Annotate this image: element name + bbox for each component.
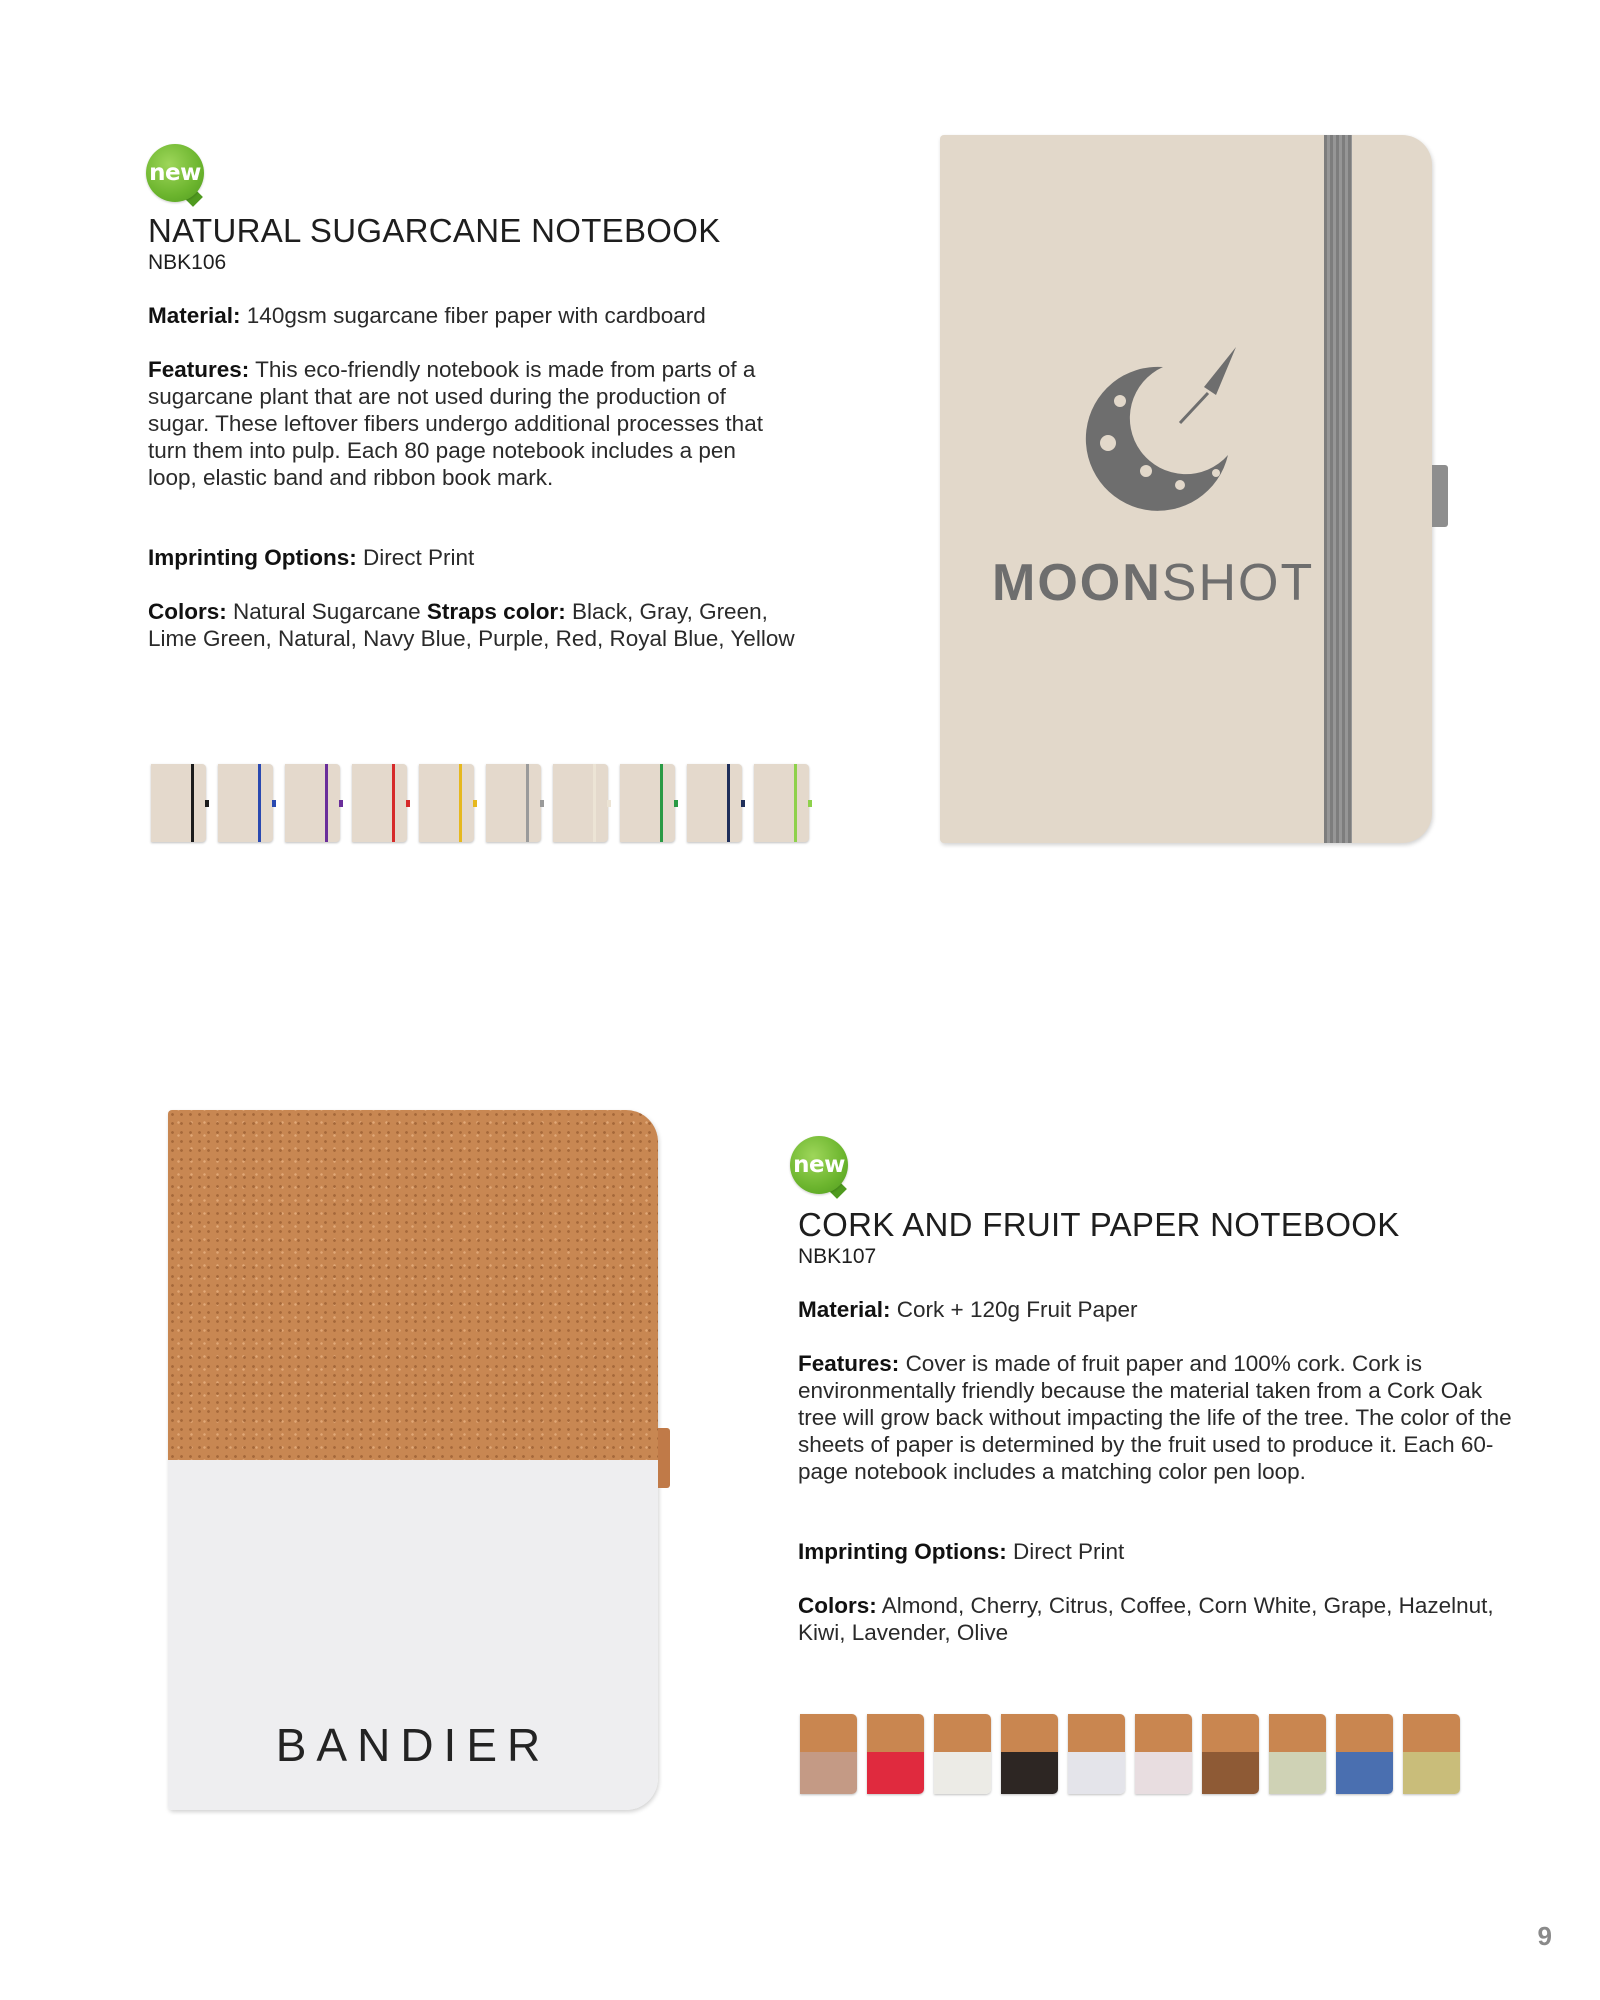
features-label: Features: (148, 357, 250, 382)
new-badge: new (790, 1136, 848, 1194)
page-number: 9 (1537, 1921, 1552, 1951)
colors-spec (798, 1592, 1498, 1646)
cork-cover-top (168, 1110, 658, 1460)
swatch-notebook (1403, 1714, 1460, 1794)
straps-value: Black, Gray, Green, Lime Green, Natural, Navy Blue, Purple, Red, Royal Blue, Yellow (148, 599, 795, 651)
swatch-notebook (419, 764, 474, 842)
moonshot-logo-text: MOONSHOT (992, 554, 1315, 612)
rocket-moon-logo-icon (1068, 345, 1248, 515)
swatch-notebook (486, 764, 541, 842)
product-title: CORK AND FRUIT PAPER NOTEBOOK (798, 1206, 1400, 1243)
swatch-notebook (285, 764, 340, 842)
swatch-notebook (553, 764, 608, 842)
new-badge: new (146, 144, 204, 202)
colors-value: Natural Sugarcane (233, 599, 421, 624)
features-value: Cover is made of fruit paper and 100% cork. Cork is environmentally friendly because the material taken from a Cork Oak tree will grow back without impacting the life of the tree. The color of the sheets of paper is determined by the fruit used to produce it. Each 60-page notebook includes a matching color pen loop. (798, 1351, 1512, 1484)
pen-loop (1432, 465, 1448, 527)
imprint-label: Imprinting Options: (798, 1539, 1007, 1564)
product-sku: NBK107 (798, 1245, 877, 1268)
imprint-value: Direct Print (1012, 1539, 1125, 1564)
pen-loop (658, 1428, 670, 1488)
features-value: This eco-friendly notebook is made from parts of a sugarcane plant that are not used during the production of sugar. These leftover fibers undergo additional processes that turn them into pulp. Each 80 page notebook includes a pen loop, elastic band and ribbon book mark. (148, 357, 763, 490)
imprint-spec (798, 1538, 1518, 1565)
imprint-spec (148, 544, 788, 571)
swatch-notebook (620, 764, 675, 842)
material-value: 140gsm sugarcane fiber paper with cardboard (246, 303, 706, 328)
imprint-label: Imprinting Options: (148, 545, 357, 570)
material-spec (798, 1296, 1518, 1323)
colors-value: Almond, Cherry, Citrus, Coffee, Corn White, Grape, Hazelnut, Kiwi, Lavender, Olive (798, 1593, 1494, 1645)
strap-color-swatches (151, 764, 809, 842)
swatch-notebook (1202, 1714, 1259, 1794)
swatch-notebook (867, 1714, 924, 1794)
material-label: Material: (148, 303, 241, 328)
sugarcane-notebook-image (940, 135, 1432, 843)
swatch-notebook (754, 764, 809, 842)
swatch-notebook (800, 1714, 857, 1794)
swatch-notebook (1269, 1714, 1326, 1794)
imprint-value: Direct Print (362, 545, 475, 570)
bandier-logo-text: BANDIER (275, 1719, 551, 1771)
swatch-notebook (934, 1714, 991, 1794)
product-title: NATURAL SUGARCANE NOTEBOOK (148, 212, 721, 249)
swatch-notebook (1135, 1714, 1192, 1794)
features-label: Features: (798, 1351, 900, 1376)
cork-color-swatches (800, 1714, 1460, 1794)
product-sku: NBK106 (148, 251, 227, 274)
swatch-notebook (352, 764, 407, 842)
material-value: Cork + 120g Fruit Paper (896, 1297, 1138, 1322)
material-label: Material: (798, 1297, 891, 1322)
swatch-notebook (1068, 1714, 1125, 1794)
elastic-band (1324, 135, 1352, 843)
swatch-notebook (151, 764, 206, 842)
swatch-notebook (687, 764, 742, 842)
features-spec (798, 1350, 1518, 1485)
colors-label: Colors: (148, 599, 227, 624)
cork-notebook-image (168, 1110, 658, 1810)
swatch-notebook (1001, 1714, 1058, 1794)
swatch-notebook (218, 764, 273, 842)
colors-spec (148, 598, 798, 652)
features-spec (148, 356, 788, 491)
straps-label: Straps color: (426, 599, 566, 624)
material-spec (148, 302, 808, 329)
colors-label: Colors: (798, 1593, 877, 1618)
swatch-notebook (1336, 1714, 1393, 1794)
